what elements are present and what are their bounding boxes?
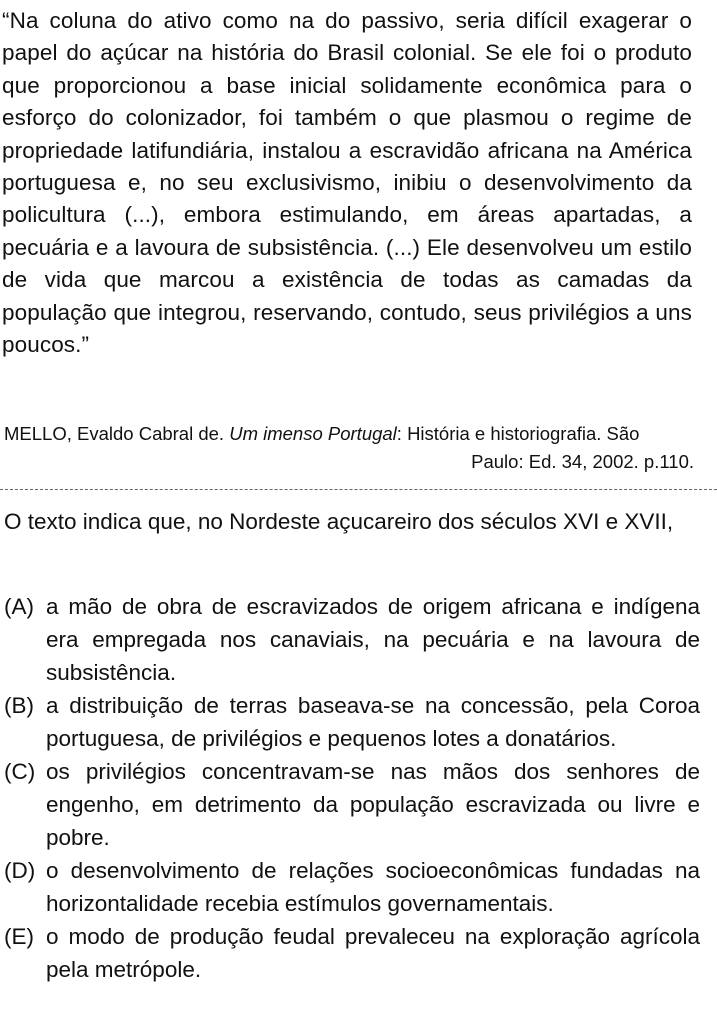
option-e[interactable] [4,920,700,986]
option-letter: (E) [4,924,34,949]
option-letter: (A) [4,594,34,619]
answer-options [4,590,700,986]
quoted-passage: “Na coluna do ativo como na do passivo, seria difícil exagerar o papel do açúcar na história do Brasil colonial. Se ele foi o produto que proporcionou a base inicial solidamente econômica para o esforço do colonizador, foi também o que plasmou o regime de propriedade latifundiária, instalou a escravidão africana na América portuguesa e, no seu exclusivismo, inibiu o desenvolvimento da policultura (...), embora estimulando, em áreas apartadas, a pecuária e a lavoura de subsistência. (...) Ele desenvolveu um estilo de vida que marcou a existência de todas as camadas da população que integrou, reservando, contudo, seus privilégios a uns poucos.” [2,8,692,358]
option-text: os privilégios concentravam-se nas mãos dos senhores de engenho, em detrimento da população escravizada ou livre e pobre. [46,759,700,850]
option-a[interactable] [4,590,700,689]
option-text: o desenvolvimento de relações socioeconômicas fundadas na horizontalidade recebia estímulos governamentais. [46,858,700,916]
option-d[interactable] [4,854,700,920]
option-text: a distribuição de terras baseava-se na concessão, pela Coroa portuguesa, de privilégios e pequenos lotes a donatários. [46,693,700,751]
question-stem: O texto indica que, no Nordeste açucareiro dos séculos XVI e XVII, [4,509,674,534]
option-c[interactable] [4,755,700,854]
citation-author: MELLO, Evaldo Cabral de. [4,423,230,444]
dashed-divider [0,489,717,490]
option-text: o modo de produção feudal prevaleceu na exploração agrícola pela metrópole. [46,924,700,982]
citation-line-1 [4,420,694,448]
option-letter: (D) [4,858,36,883]
citation-book-title: Um imenso Portugal [229,423,397,444]
option-b[interactable] [4,689,700,755]
citation-subtitle: : História e historiografia. São [396,423,640,444]
citation [4,420,694,476]
citation-line-2: Paulo: Ed. 34, 2002. p.110. [471,451,694,472]
option-letter: (C) [4,759,36,784]
option-text: a mão de obra de escravizados de origem africana e indígena era empregada nos canaviais, na pecuária e na lavoura de subsistência. [46,594,700,685]
option-letter: (B) [4,693,34,718]
